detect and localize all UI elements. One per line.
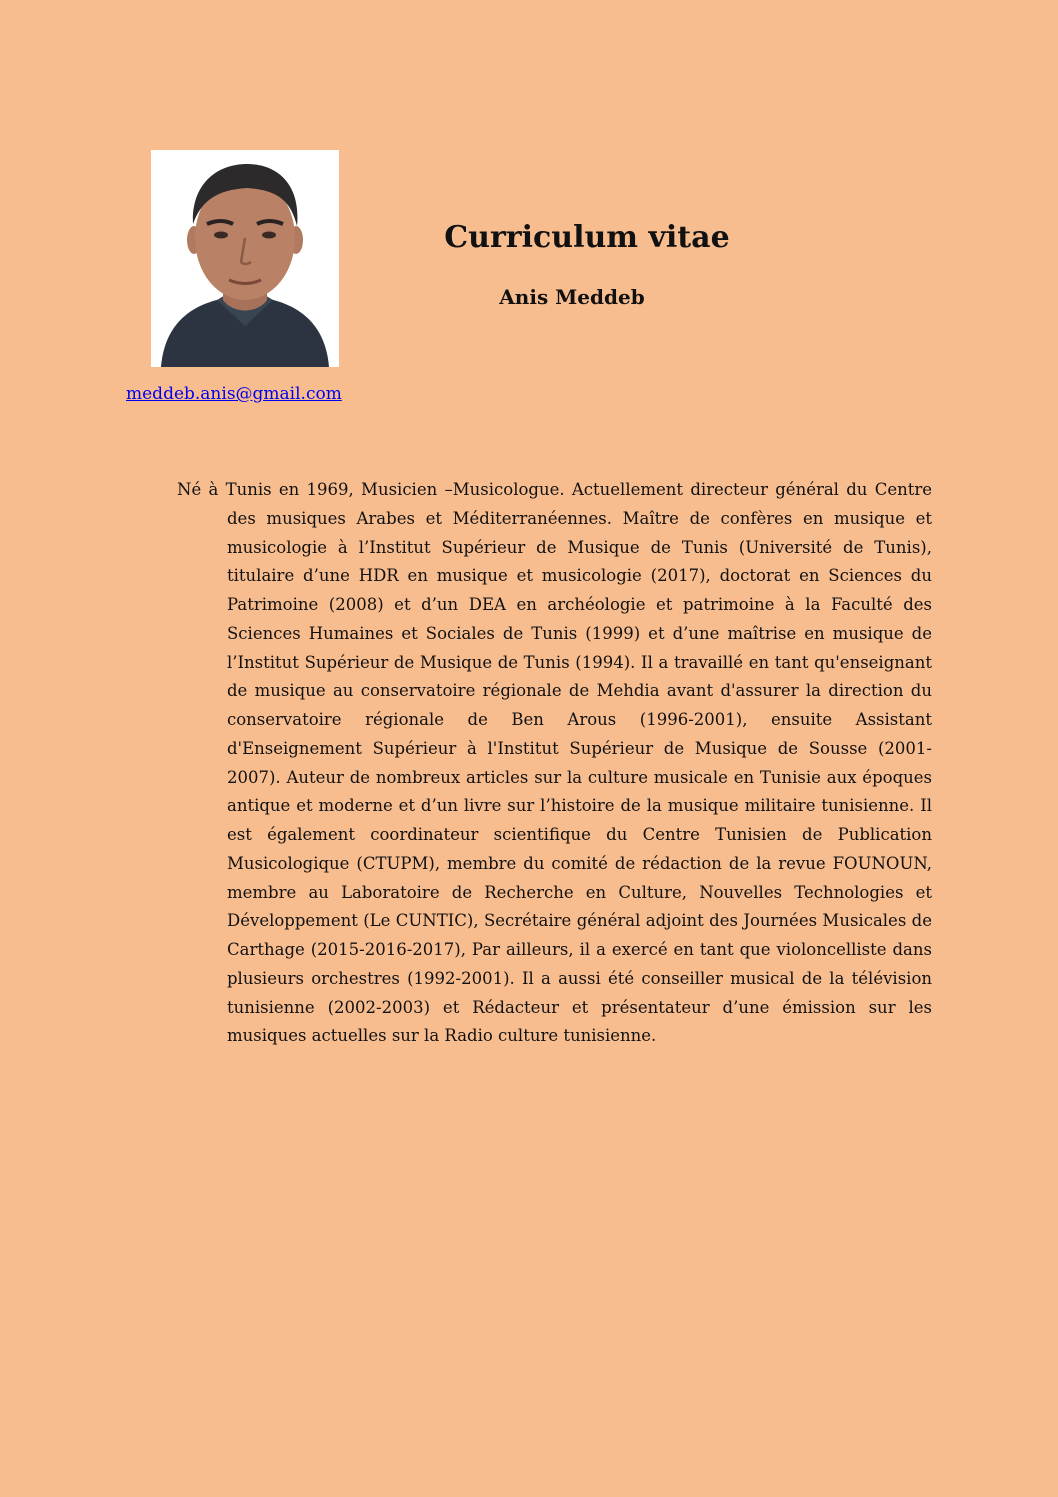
person-name: Anis Meddeb <box>499 285 645 309</box>
portrait-image <box>151 150 339 367</box>
email-link[interactable]: meddeb.anis@gmail.com <box>126 384 342 404</box>
page-title: Curriculum vitae <box>444 220 730 255</box>
biography-paragraph: Né à Tunis en 1969, Musicien –Musicologue. Actuellement directeur général du Centre des musiques Arabes et Méditerranéennes. Maître de confères en musique et musicologie à l’Institut Supérieur de Musique de Tunis (Université de Tunis), titulaire d’une HDR en musique et musicologie (2017), doctorat en Sciences du Patrimoine (2008) et d’un DEA en archéologie et patrimoine à la Faculté des Sciences Humaines et Sociales de Tunis (1999) et d’une maîtrise en musique de l’Institut Supérieur de Musique de Tunis (1994). Il a travaillé en tant qu'enseignant de musique au conservatoire régionale de Mehdia avant d'assurer la direction du conservatoire régionale de Ben Arous (1996-2001), ensuite Assistant d'Enseignement Supérieur à l'Institut Supérieur de Musique de Sousse (2001-2007). Auteur de nombreux articles sur la culture musicale en Tunisie aux époques antique et moderne et d’un livre sur l’histoire de la musique militaire tunisienne. Il est également coordinateur scientifique du Centre Tunisien de Publication Musicologique (CTUPM), membre du comité de rédaction de la revue FOUNOUN, membre au Laboratoire de Recherche en Culture, Nouvelles Technologies et Développement (Le CUNTIC), Secrétaire général adjoint des Journées Musicales de Carthage (2015-2016-2017), Par ailleurs, il a exercé en tant que violoncelliste dans plusieurs orchestres (1992-2001). Il a aussi été conseiller musical de la télévision tunisienne (2002-2003) et Rédacteur et présentateur d’une émission sur les musiques actuelles sur la Radio culture tunisienne. <box>177 480 932 1046</box>
profile-photo <box>151 150 339 367</box>
